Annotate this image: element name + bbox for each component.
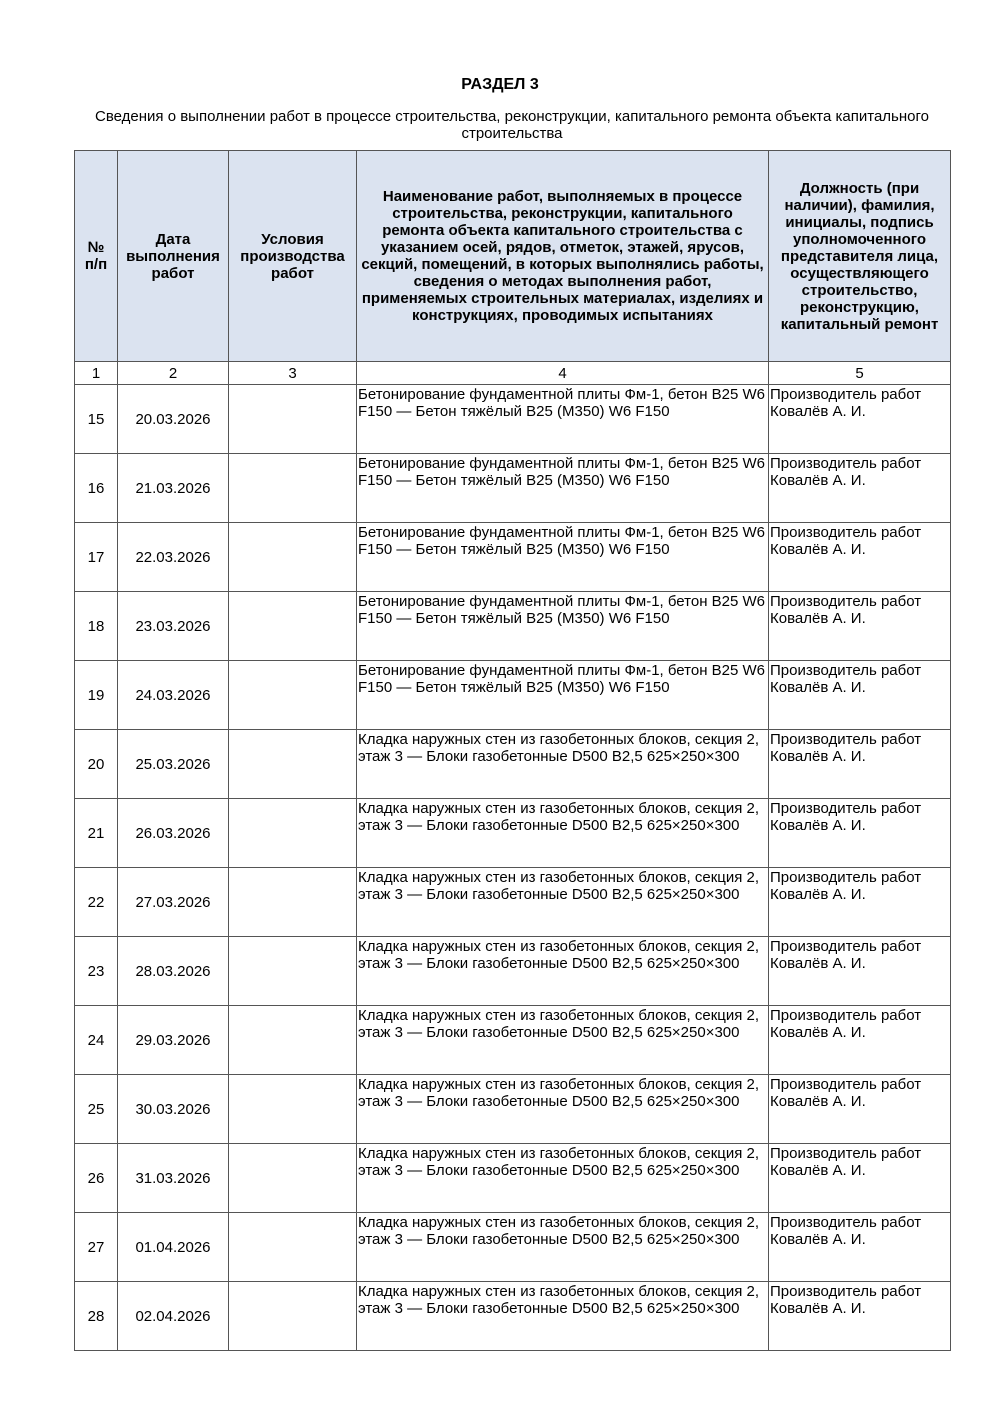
row-conditions: [229, 1144, 357, 1213]
row-work-description: Кладка наружных стен из газобетонных блоков, секция 2, этаж 3 — Блоки газобетонные D500 B2,5 625×250×300: [357, 1075, 769, 1144]
row-number: 18: [75, 592, 118, 661]
table-row: [75, 1006, 951, 1075]
table-body: [75, 385, 951, 1351]
table-row: [75, 799, 951, 868]
row-number: 23: [75, 937, 118, 1006]
table-row: [75, 1075, 951, 1144]
row-work-description: Кладка наружных стен из газобетонных блоков, секция 2, этаж 3 — Блоки газобетонные D500 B2,5 625×250×300: [357, 1144, 769, 1213]
table-row: [75, 454, 951, 523]
table-row: [75, 1144, 951, 1213]
row-conditions: [229, 730, 357, 799]
row-conditions: [229, 1075, 357, 1144]
row-work-description: Кладка наружных стен из газобетонных блоков, секция 2, этаж 3 — Блоки газобетонные D500 B2,5 625×250×300: [357, 868, 769, 937]
row-number: 28: [75, 1282, 118, 1351]
row-work-description: Бетонирование фундаментной плиты Фм-1, бетон B25 W6 F150 — Бетон тяжёлый B25 (М350) W6 F150: [357, 454, 769, 523]
row-responsible-person: Производитель работ Ковалёв А. И.: [769, 661, 951, 730]
row-responsible-person: Производитель работ Ковалёв А. И.: [769, 868, 951, 937]
row-work-description: Кладка наружных стен из газобетонных блоков, секция 2, этаж 3 — Блоки газобетонные D500 B2,5 625×250×300: [357, 799, 769, 868]
row-work-description: Бетонирование фундаментной плиты Фм-1, бетон B25 W6 F150 — Бетон тяжёлый B25 (М350) W6 F150: [357, 592, 769, 661]
column-number: 3: [229, 362, 357, 385]
row-number: 19: [75, 661, 118, 730]
table-row: [75, 1213, 951, 1282]
header-conditions: Условия производства работ: [229, 151, 357, 362]
table-row: [75, 868, 951, 937]
row-responsible-person: Производитель работ Ковалёв А. И.: [769, 523, 951, 592]
row-date: 30.03.2026: [118, 1075, 229, 1144]
row-date: 21.03.2026: [118, 454, 229, 523]
row-number: 22: [75, 868, 118, 937]
table-row: [75, 592, 951, 661]
row-work-description: Кладка наружных стен из газобетонных блоков, секция 2, этаж 3 — Блоки газобетонные D500 B2,5 625×250×300: [357, 730, 769, 799]
row-responsible-person: Производитель работ Ковалёв А. И.: [769, 385, 951, 454]
header-date: Дата выполнения работ: [118, 151, 229, 362]
row-number: 24: [75, 1006, 118, 1075]
column-number: 2: [118, 362, 229, 385]
row-number: 26: [75, 1144, 118, 1213]
row-responsible-person: Производитель работ Ковалёв А. И.: [769, 730, 951, 799]
row-date: 02.04.2026: [118, 1282, 229, 1351]
row-responsible-person: Производитель работ Ковалёв А. И.: [769, 1075, 951, 1144]
row-work-description: Кладка наружных стен из газобетонных блоков, секция 2, этаж 3 — Блоки газобетонные D500 B2,5 625×250×300: [357, 1213, 769, 1282]
header-number: № п/п: [75, 151, 118, 362]
section-title: РАЗДЕЛ 3: [461, 76, 539, 93]
row-conditions: [229, 592, 357, 661]
row-number: 16: [75, 454, 118, 523]
row-date: 26.03.2026: [118, 799, 229, 868]
row-date: 27.03.2026: [118, 868, 229, 937]
table-row: [75, 937, 951, 1006]
table-row: [75, 523, 951, 592]
table-row: [75, 1282, 951, 1351]
row-conditions: [229, 799, 357, 868]
row-number: 17: [75, 523, 118, 592]
row-date: 23.03.2026: [118, 592, 229, 661]
row-conditions: [229, 868, 357, 937]
row-date: 29.03.2026: [118, 1006, 229, 1075]
row-responsible-person: Производитель работ Ковалёв А. И.: [769, 592, 951, 661]
row-number: 27: [75, 1213, 118, 1282]
row-conditions: [229, 937, 357, 1006]
column-number: 1: [75, 362, 118, 385]
row-date: 20.03.2026: [118, 385, 229, 454]
section-subtitle: Сведения о выполнении работ в процессе строительства, реконструкции, капитального ремонта объекта капитального строительства: [95, 108, 929, 142]
row-date: 22.03.2026: [118, 523, 229, 592]
works-journal-table: [74, 150, 951, 1351]
row-responsible-person: Производитель работ Ковалёв А. И.: [769, 799, 951, 868]
row-responsible-person: Производитель работ Ковалёв А. И.: [769, 1144, 951, 1213]
row-conditions: [229, 454, 357, 523]
row-responsible-person: Производитель работ Ковалёв А. И.: [769, 1006, 951, 1075]
column-number-row: [75, 362, 951, 385]
row-conditions: [229, 385, 357, 454]
row-responsible-person: Производитель работ Ковалёв А. И.: [769, 1213, 951, 1282]
table-header-row: [75, 151, 951, 362]
header-responsible-person: Должность (при наличии), фамилия, инициалы, подпись уполномоченного представителя лица, осуществляющего строительство, реконструкцию, капитальный ремонт: [769, 151, 951, 362]
table-row: [75, 661, 951, 730]
row-number: 21: [75, 799, 118, 868]
row-date: 28.03.2026: [118, 937, 229, 1006]
row-date: 24.03.2026: [118, 661, 229, 730]
table-row: [75, 385, 951, 454]
row-number: 15: [75, 385, 118, 454]
row-conditions: [229, 1006, 357, 1075]
column-number: 5: [769, 362, 951, 385]
row-work-description: Кладка наружных стен из газобетонных блоков, секция 2, этаж 3 — Блоки газобетонные D500 B2,5 625×250×300: [357, 937, 769, 1006]
row-responsible-person: Производитель работ Ковалёв А. И.: [769, 1282, 951, 1351]
row-work-description: Бетонирование фундаментной плиты Фм-1, бетон B25 W6 F150 — Бетон тяжёлый B25 (М350) W6 F150: [357, 523, 769, 592]
row-number: 25: [75, 1075, 118, 1144]
row-conditions: [229, 523, 357, 592]
row-work-description: Кладка наружных стен из газобетонных блоков, секция 2, этаж 3 — Блоки газобетонные D500 B2,5 625×250×300: [357, 1282, 769, 1351]
table-row: [75, 730, 951, 799]
row-work-description: Бетонирование фундаментной плиты Фм-1, бетон B25 W6 F150 — Бетон тяжёлый B25 (М350) W6 F150: [357, 661, 769, 730]
row-date: 31.03.2026: [118, 1144, 229, 1213]
row-work-description: Бетонирование фундаментной плиты Фм-1, бетон B25 W6 F150 — Бетон тяжёлый B25 (М350) W6 F150: [357, 385, 769, 454]
row-conditions: [229, 1282, 357, 1351]
row-date: 01.04.2026: [118, 1213, 229, 1282]
row-responsible-person: Производитель работ Ковалёв А. И.: [769, 454, 951, 523]
row-conditions: [229, 1213, 357, 1282]
row-date: 25.03.2026: [118, 730, 229, 799]
header-work-description: Наименование работ, выполняемых в процессе строительства, реконструкции, капитального ремонта объекта капитального строительства с указанием осей, рядов, отметок, этажей, ярусов, секций, помещений, в которых выполнялись работы, сведения о методах выполнения работ, применяемых строительных материалах, изделиях и конструкциях, проводимых испытаниях: [357, 151, 769, 362]
row-responsible-person: Производитель работ Ковалёв А. И.: [769, 937, 951, 1006]
row-conditions: [229, 661, 357, 730]
row-number: 20: [75, 730, 118, 799]
row-work-description: Кладка наружных стен из газобетонных блоков, секция 2, этаж 3 — Блоки газобетонные D500 B2,5 625×250×300: [357, 1006, 769, 1075]
column-number: 4: [357, 362, 769, 385]
